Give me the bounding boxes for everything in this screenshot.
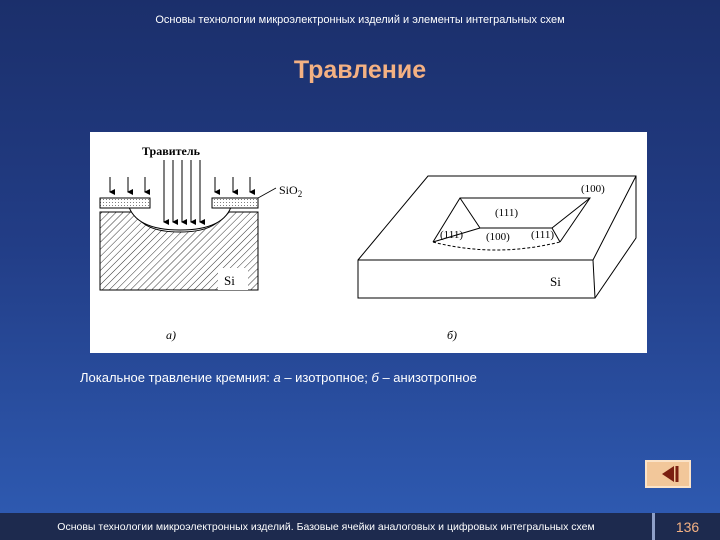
- caption-b-letter: б: [371, 370, 379, 385]
- oxide-label: SiO$_2$: [279, 183, 303, 199]
- caption-b-text: – анизотропное: [378, 370, 477, 385]
- footer-bar: Основы технологии микроэлектронных изделий. Базовые ячейки аналоговых и цифровых интегральных схем: [0, 513, 652, 540]
- plane-label-upper: (111): [495, 207, 519, 219]
- caption-a-text: – изотропное;: [280, 370, 372, 385]
- panel-label-b: б): [447, 328, 458, 342]
- slide-header: Основы технологии микроэлектронных изделий и элементы интегральных схем: [155, 14, 565, 26]
- plane-label-top-right: (100): [581, 183, 605, 195]
- caption-a-letter: а: [273, 370, 281, 385]
- plane-label-right: (111): [531, 229, 555, 241]
- etching-figure: [90, 132, 647, 353]
- etchant-label: Травитель: [142, 144, 200, 158]
- panel-label-a: а): [166, 328, 176, 342]
- isotropic-etch-diagram: [100, 144, 302, 342]
- slide-title: Травление: [293, 56, 427, 84]
- etching-diagram: [90, 132, 647, 353]
- figure-caption: [80, 370, 477, 385]
- crystal-plane-labels: [440, 183, 605, 342]
- left-substrate-label: Si: [224, 273, 235, 288]
- page-number: 136: [655, 513, 720, 540]
- plane-label-bottom: (100): [486, 231, 510, 243]
- caption-prefix: Локальное травление кремния:: [80, 370, 274, 385]
- first-slide-icon: [647, 462, 689, 486]
- plane-label-left: (111): [440, 229, 464, 241]
- first-slide-button[interactable]: [645, 460, 691, 488]
- right-substrate-label: Si: [550, 274, 561, 289]
